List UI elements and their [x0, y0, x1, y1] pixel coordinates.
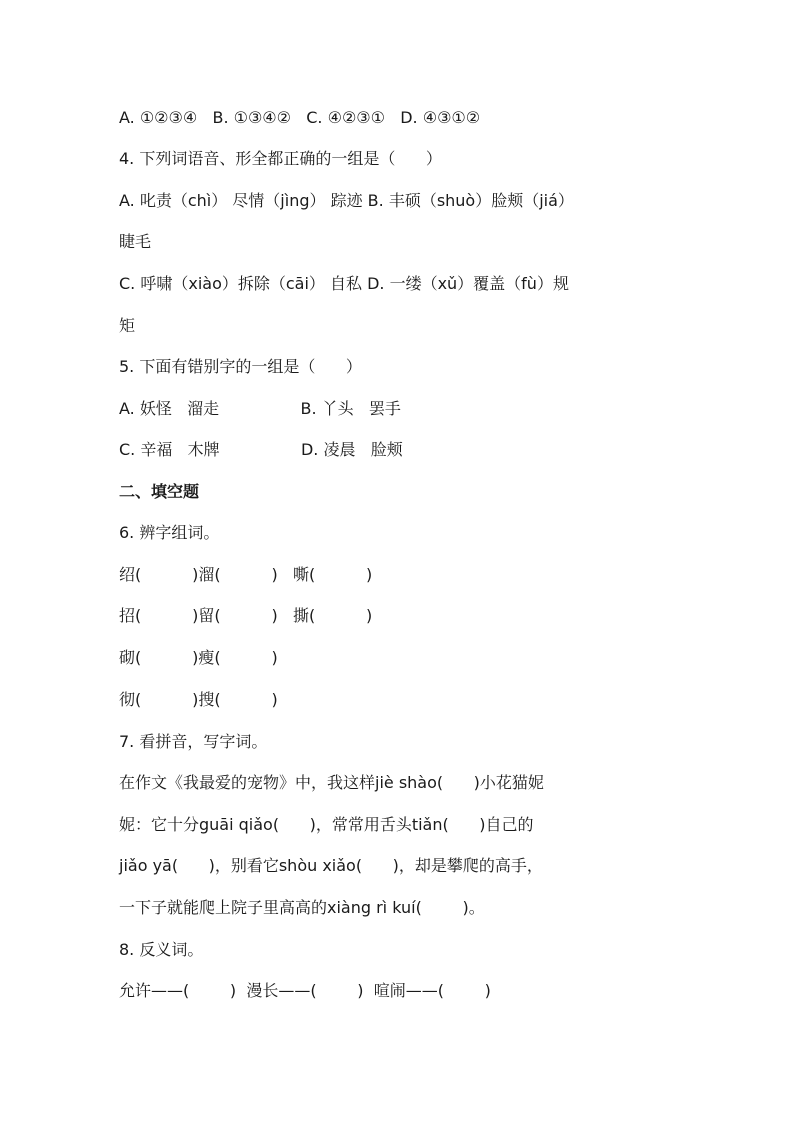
question-7-text-2: 妮：它十分guāi qiǎo( )，常常用舌头tiǎn( )自己的: [119, 815, 534, 834]
question-4-stem: 4. 下列词语音、形全都正确的一组是（ ）: [119, 149, 442, 168]
question-7-stem: 7. 看拼音，写字词。: [119, 732, 268, 751]
question-6-row-4: 彻( )搜( ): [119, 690, 278, 709]
question-8-row: 允许——( ) 漫长——( ) 喧闹——( ): [119, 981, 491, 1000]
section-heading-fill-blank: 二、填空题: [119, 482, 200, 501]
question-6-row-2: 招( )留( ) 撕( ): [119, 606, 373, 625]
question-7-text-4: 一下子就能爬上院子里高高的xiàng rì kuí( )。: [119, 898, 485, 917]
question-3-options: A. ①②③④ B. ①③④② C. ④②③① D. ④③①②: [119, 108, 481, 127]
question-7-text-3: jiǎo yā( )，别看它shòu xiǎo( )，却是攀爬的高手，: [119, 856, 543, 875]
question-4-option-ab-cont: 睫毛: [119, 232, 152, 251]
question-4-option-cd-cont: 矩: [119, 316, 136, 335]
question-7-text-1: 在作文《我最爱的宠物》中，我这样jiè shào( )小花猫妮: [119, 773, 544, 792]
question-8-stem: 8. 反义词。: [119, 940, 204, 959]
question-4-option-cd: C. 呼啸（xiào）拆除（cāi） 自私 D. 一缕（xǔ）覆盖（fù）规: [119, 274, 569, 293]
question-6-row-1: 绍( )溜( ) 嘶( ): [119, 565, 373, 584]
question-5-option-ab: A. 妖怪 溜走 B. 丫头 罢手: [119, 399, 401, 418]
question-6-row-3: 砌( )瘦( ): [119, 648, 278, 667]
question-5-option-cd: C. 辛福 木牌 D. 凌晨 脸颊: [119, 440, 403, 459]
question-6-stem: 6. 辨字组词。: [119, 523, 220, 542]
question-4-option-ab: A. 叱责（chì） 尽情（jìng） 踪迹 B. 丰硕（shuò）脸颊（jiá）: [119, 191, 574, 210]
question-5-stem: 5. 下面有错别字的一组是（ ）: [119, 357, 362, 376]
